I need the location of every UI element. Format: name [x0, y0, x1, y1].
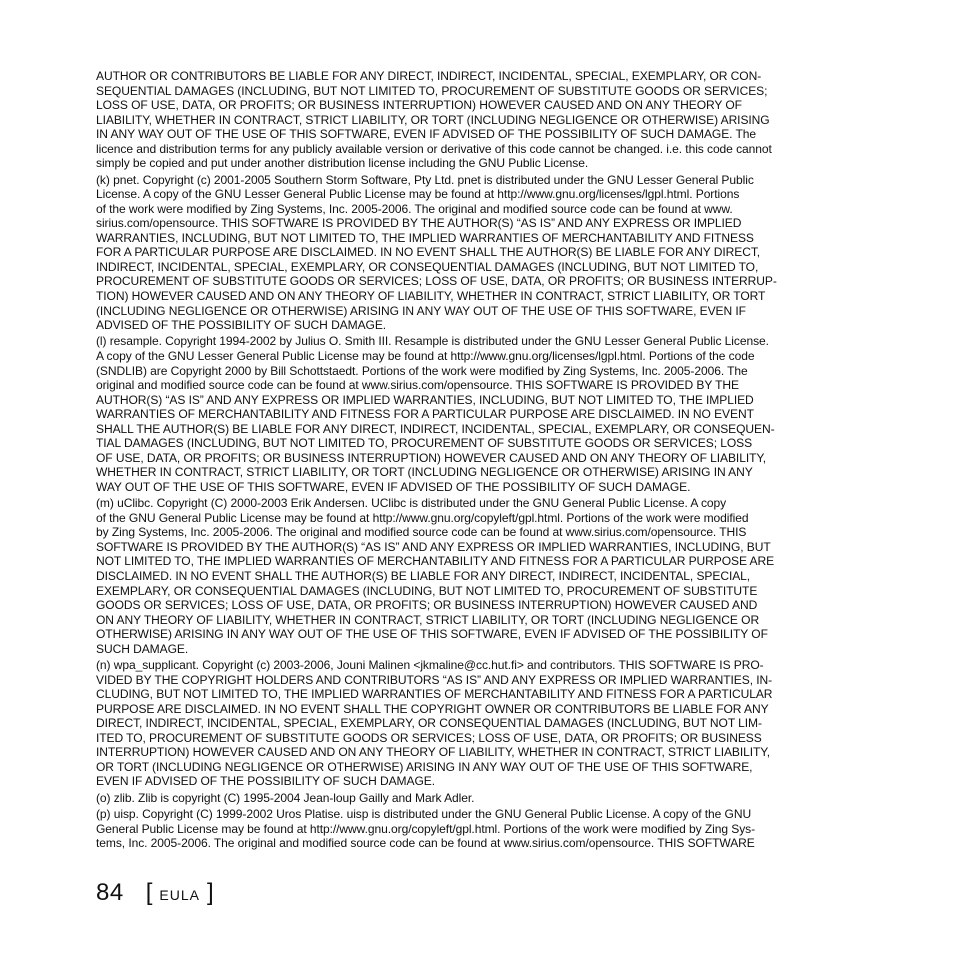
text-line: License. A copy of the GNU Lesser General Public License may be found at http://www.gnu.org/licenses/lgpl.html. Portions: [96, 187, 740, 202]
text-line: NOT LIMITED TO, THE IMPLIED WARRANTIES OF MERCHANTABILITY AND FITNESS FOR A PARTICULAR PURPOSE ARE: [96, 554, 775, 569]
text-line: OF USE, DATA, OR PROFITS; OR BUSINESS INTERRUPTION) HOWEVER CAUSED AND ON ANY THEORY OF LIABILITY,: [96, 450, 767, 465]
license-text-block: [96, 69, 856, 851]
text-line: SHALL THE AUTHOR(S) BE LIABLE FOR ANY DIRECT, INDIRECT, INCIDENTAL, SPECIAL, EXEMPLARY, OR CONSEQUEN-: [96, 421, 775, 436]
text-line: LIABILITY, WHETHER IN CONTRACT, STRICT LIABILITY, OR TORT (INCLUDING NEGLIGENCE OR OTHERWISE) ARISING: [96, 112, 770, 127]
text-line: sirius.com/opensource. THIS SOFTWARE IS PROVIDED BY THE AUTHOR(S) “AS IS” AND ANY EXPRESS OR IMPLIED: [96, 216, 742, 231]
text-line: AUTHOR OR CONTRIBUTORS BE LIABLE FOR ANY DIRECT, INDIRECT, INCIDENTAL, SPECIAL, EXEMPLARY, OR CON-: [96, 69, 762, 83]
text-line: (INCLUDING NEGLIGENCE OR OTHERWISE) ARISING IN ANY WAY OUT OF THE USE OF THIS SOFTWARE, EVEN IF: [96, 303, 746, 318]
text-line: WARRANTIES, INCLUDING, BUT NOT LIMITED TO, THE IMPLIED WARRANTIES OF MERCHANTABILITY AND FITNESS: [96, 230, 754, 245]
text-line: FOR A PARTICULAR PURPOSE ARE DISCLAIMED. IN NO EVENT SHALL THE AUTHOR(S) BE LIABLE FOR ANY DIRECT,: [96, 245, 761, 260]
text-line: A copy of the GNU Lesser General Public License may be found at http://www.gnu.org/licenses/lgpl.html. Portions of the code: [96, 348, 755, 363]
text-line: AUTHOR(S) “AS IS” AND ANY EXPRESS OR IMPLIED WARRANTIES, INCLUDING, BUT NOT LIMITED TO, THE IMPLIED: [96, 392, 754, 407]
section-name: EULA: [159, 887, 200, 903]
text-line: (m) uClibc. Copyright (C) 2000-2003 Erik Andersen. UClibc is distributed under the GNU General Public License. A copy: [96, 496, 727, 511]
text-line: (SNDLIB) are Copyright 2000 by Bill Schottstaedt. Portions of the work were modified by Zing Systems, Inc. 2005-2006. The: [96, 363, 748, 378]
text-line: (k) pnet. Copyright (c) 2001-2005 Southern Storm Software, Pty Ltd. pnet is distributed under the GNU Lesser General Public: [96, 172, 754, 187]
text-line: PURPOSE ARE DISCLAIMED. IN NO EVENT SHALL THE COPYRIGHT OWNER OR CONTRIBUTORS BE LIABLE FOR ANY: [96, 701, 769, 716]
text-line: tems, Inc. 2005-2006. The original and modified source code can be found at www.sirius.com/opensource. THIS SOFTWARE: [96, 836, 755, 851]
text-line: IN ANY WAY OUT OF THE USE OF THIS SOFTWARE, EVEN IF ADVISED OF THE POSSIBILITY OF SUCH DAMAGE. The: [96, 127, 757, 142]
text-line: (p) uisp. Copyright (C) 1999-2002 Uros Platise. uisp is distributed under the GNU General Public License. A copy of the GNU: [96, 807, 752, 822]
text-line: of the work were modified by Zing Systems, Inc. 2005-2006. The original and modified source code can be found at www.: [96, 201, 733, 216]
section-label: [146, 878, 214, 910]
text-line: TION) HOWEVER CAUSED AND ON ANY THEORY OF LIABILITY, WHETHER IN CONTRACT, STRICT LIABILITY, OR TORT: [96, 289, 766, 303]
text-line: DISCLAIMED. IN NO EVENT SHALL THE AUTHOR(S) BE LIABLE FOR ANY DIRECT, INDIRECT, INCIDENTAL, SPECIAL,: [96, 568, 751, 583]
page-footer: [96, 878, 214, 910]
text-line: (l) resample. Copyright 1994-2002 by Julius O. Smith III. Resample is distributed under the GNU Lesser General Public License.: [96, 334, 769, 349]
text-line: OR TORT (INCLUDING NEGLIGENCE OR OTHERWISE) ARISING IN ANY WAY OUT OF THE USE OF THIS SOFTWARE,: [96, 759, 753, 774]
text-line: WAY OUT OF THE USE OF THIS SOFTWARE, EVEN IF ADVISED OF THE POSSIBILITY OF SUCH DAMAGE.: [96, 479, 691, 494]
text-line: General Public License may be found at http://www.gnu.org/copyleft/gpl.html. Portions of the work were modified by Zing Sys-: [96, 821, 756, 836]
text-line: INDIRECT, INCIDENTAL, SPECIAL, EXEMPLARY, OR CONSEQUENTIAL DAMAGES (INCLUDING, BUT NOT LIMITED TO,: [96, 259, 759, 274]
text-line: ITED TO, PROCUREMENT OF SUBSTITUTE GOODS OR SERVICES; LOSS OF USE, DATA, OR PROFITS; OR BUSINESS: [96, 730, 762, 745]
text-line: WHETHER IN CONTRACT, STRICT LIABILITY, OR TORT (INCLUDING NEGLIGENCE OR OTHERWISE) ARISING IN ANY: [96, 465, 753, 480]
text-line: PROCUREMENT OF SUBSTITUTE GOODS OR SERVICES; LOSS OF USE, DATA, OR PROFITS; OR BUSINESS INTERRUP-: [96, 274, 777, 289]
close-bracket: ]: [206, 879, 214, 906]
text-line: (o) zlib. Zlib is copyright (C) 1995-2004 Jean-loup Gailly and Mark Adler.: [96, 790, 475, 805]
text-line: GOODS OR SERVICES; LOSS OF USE, DATA, OR PROFITS; OR BUSINESS INTERRUPTION) HOWEVER CAUSED AND: [96, 598, 758, 613]
text-line: EXEMPLARY, OR CONSEQUENTIAL DAMAGES (INCLUDING, BUT NOT LIMITED TO, PROCUREMENT OF SUBSTITUTE: [96, 583, 758, 598]
open-bracket: [: [145, 879, 153, 906]
text-line: SEQUENTIAL DAMAGES (INCLUDING, BUT NOT LIMITED TO, PROCUREMENT OF SUBSTITUTE GOODS OR SERVICES;: [96, 83, 768, 98]
text-line: by Zing Systems, Inc. 2005-2006. The original and modified source code can be found at www.sirius.com/opensource. THIS: [96, 525, 747, 540]
text-line: ON ANY THEORY OF LIABILITY, WHETHER IN CONTRACT, STRICT LIABILITY, OR TORT (INCLUDING NEGLIGENCE OR: [96, 612, 760, 627]
text-line: of the GNU General Public License may be found at http://www.gnu.org/copyleft/gpl.html. Portions of the work were modified: [96, 510, 749, 525]
text-line: SUCH DAMAGE.: [96, 641, 189, 656]
text-line: SOFTWARE IS PROVIDED BY THE AUTHOR(S) “AS IS” AND ANY EXPRESS OR IMPLIED WARRANTIES, INCLUDING, BUT: [96, 539, 771, 554]
text-line: LOSS OF USE, DATA, OR PROFITS; OR BUSINESS INTERRUPTION) HOWEVER CAUSED AND ON ANY THEORY OF: [96, 98, 742, 113]
text-line: DIRECT, INDIRECT, INCIDENTAL, SPECIAL, EXEMPLARY, OR CONSEQUENTIAL DAMAGES (INCLUDING, BUT NOT LIM-: [96, 716, 762, 731]
page-number: 84: [96, 879, 124, 906]
text-line: CLUDING, BUT NOT LIMITED TO, THE IMPLIED WARRANTIES OF MERCHANTABILITY AND FITNESS FOR A PARTICULAR: [96, 687, 773, 702]
text-line: OTHERWISE) ARISING IN ANY WAY OUT OF THE USE OF THIS SOFTWARE, EVEN IF ADVISED OF THE POSSIBILITY OF: [96, 627, 768, 642]
text-line: WARRANTIES OF MERCHANTABILITY AND FITNESS FOR A PARTICULAR PURPOSE ARE DISCLAIMED. IN NO EVENT: [96, 407, 754, 422]
text-line: (n) wpa_supplicant. Copyright (c) 2003-2006, Jouni Malinen <jkmaline@cc.hut.fi> and contributors. THIS SOFTWARE IS PRO-: [96, 658, 764, 673]
text-line: VIDED BY THE COPYRIGHT HOLDERS AND CONTRIBUTORS “AS IS” AND ANY EXPRESS OR IMPLIED WARRANTIES, IN-: [96, 672, 773, 687]
text-line: original and modified source code can be found at www.sirius.com/opensource. THIS SOFTWARE IS PROVIDED BY THE: [96, 378, 739, 393]
text-line: ADVISED OF THE POSSIBILITY OF SUCH DAMAGE.: [96, 318, 387, 333]
text-line: INTERRUPTION) HOWEVER CAUSED AND ON ANY THEORY OF LIABILITY, WHETHER IN CONTRACT, STRICT LIABILITY,: [96, 745, 770, 760]
text-line: TIAL DAMAGES (INCLUDING, BUT NOT LIMITED TO, PROCUREMENT OF SUBSTITUTE GOODS OR SERVICES; LOSS: [96, 436, 753, 451]
text-line: licence and distribution terms for any publicly available version or derivative of this code cannot be changed. i.e. this code cannot: [96, 141, 772, 156]
text-line: EVEN IF ADVISED OF THE POSSIBILITY OF SUCH DAMAGE.: [96, 774, 435, 789]
text-line: simply be copied and put under another distribution license including the GNU Public License.: [96, 156, 589, 171]
